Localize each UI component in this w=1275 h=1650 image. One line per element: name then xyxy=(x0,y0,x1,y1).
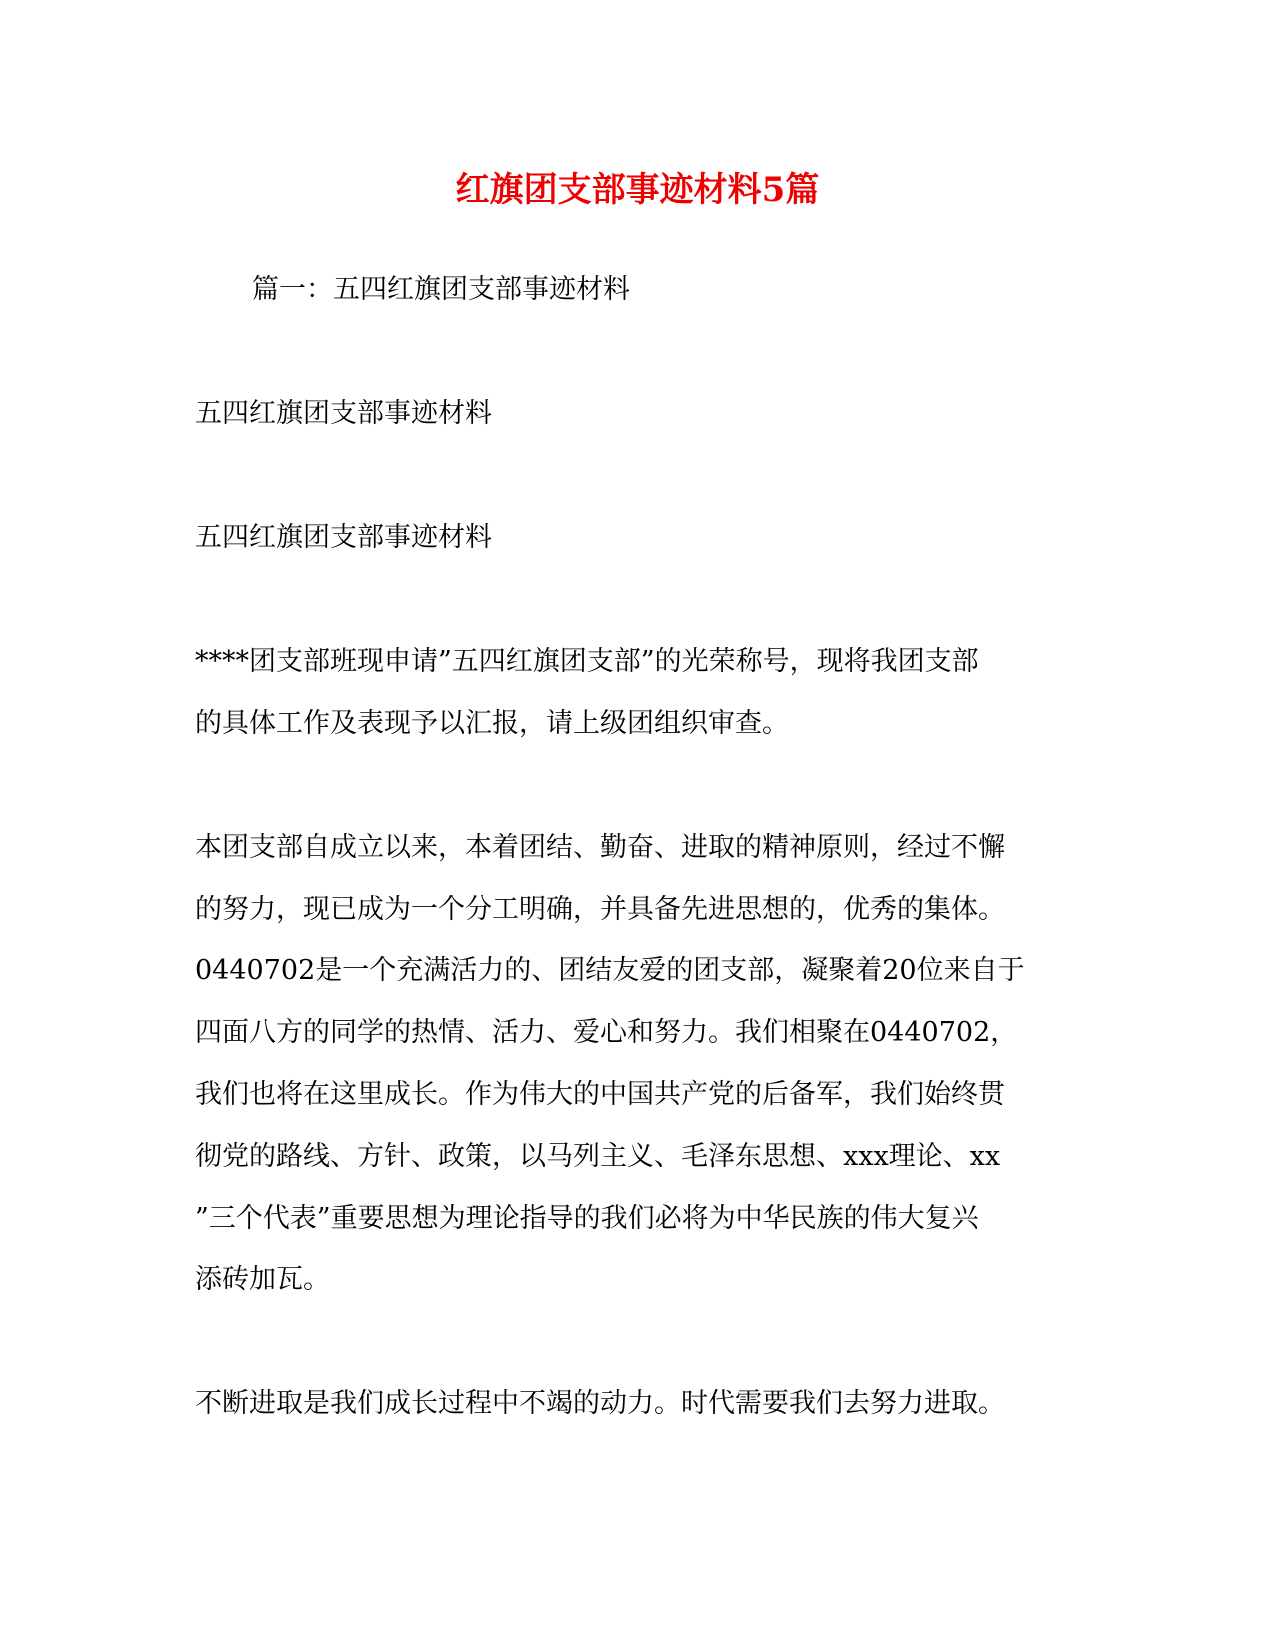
document-title: 红旗团支部事迹材料5篇 xyxy=(455,170,820,210)
paragraph-line: 我们也将在这里成长。作为伟大的中国共产党的后备军，我们始终贯 xyxy=(195,1079,1005,1110)
paragraph-line: 不断进取是我们成长过程中不竭的动力。时代需要我们去努力进取。 xyxy=(195,1388,1005,1419)
paragraph-line: 四面八方的同学的热情、活力、爱心和努力。我们相聚在0440702， xyxy=(195,1017,1018,1048)
section-heading: 篇一：五四红旗团支部事迹材料 xyxy=(252,274,630,305)
paragraph-line: ”三个代表”重要思想为理论指导的我们必将为中华民族的伟大复兴 xyxy=(195,1203,979,1234)
paragraph-line: 的努力，现已成为一个分工明确，并具备先进思想的，优秀的集体。 xyxy=(195,894,1005,925)
paragraph-line: 添砖加瓦。 xyxy=(195,1264,330,1295)
subheading: 五四红旗团支部事迹材料 xyxy=(195,522,492,553)
paragraph-line: 本团支部自成立以来，本着团结、勤奋、进取的精神原则，经过不懈 xyxy=(195,832,1005,863)
paragraph-line: 彻党的路线、方针、政策，以马列主义、毛泽东思想、xxx理论、xx xyxy=(195,1141,1001,1172)
paragraph-line: 的具体工作及表现予以汇报，请上级团组织审查。 xyxy=(195,708,789,739)
paragraph-line: ****团支部班现申请”五四红旗团支部”的光荣称号，现将我团支部 xyxy=(195,646,979,677)
subheading: 五四红旗团支部事迹材料 xyxy=(195,398,492,429)
paragraph-line: 0440702是一个充满活力的、团结友爱的团支部，凝聚着20位来自于 xyxy=(195,955,1025,986)
